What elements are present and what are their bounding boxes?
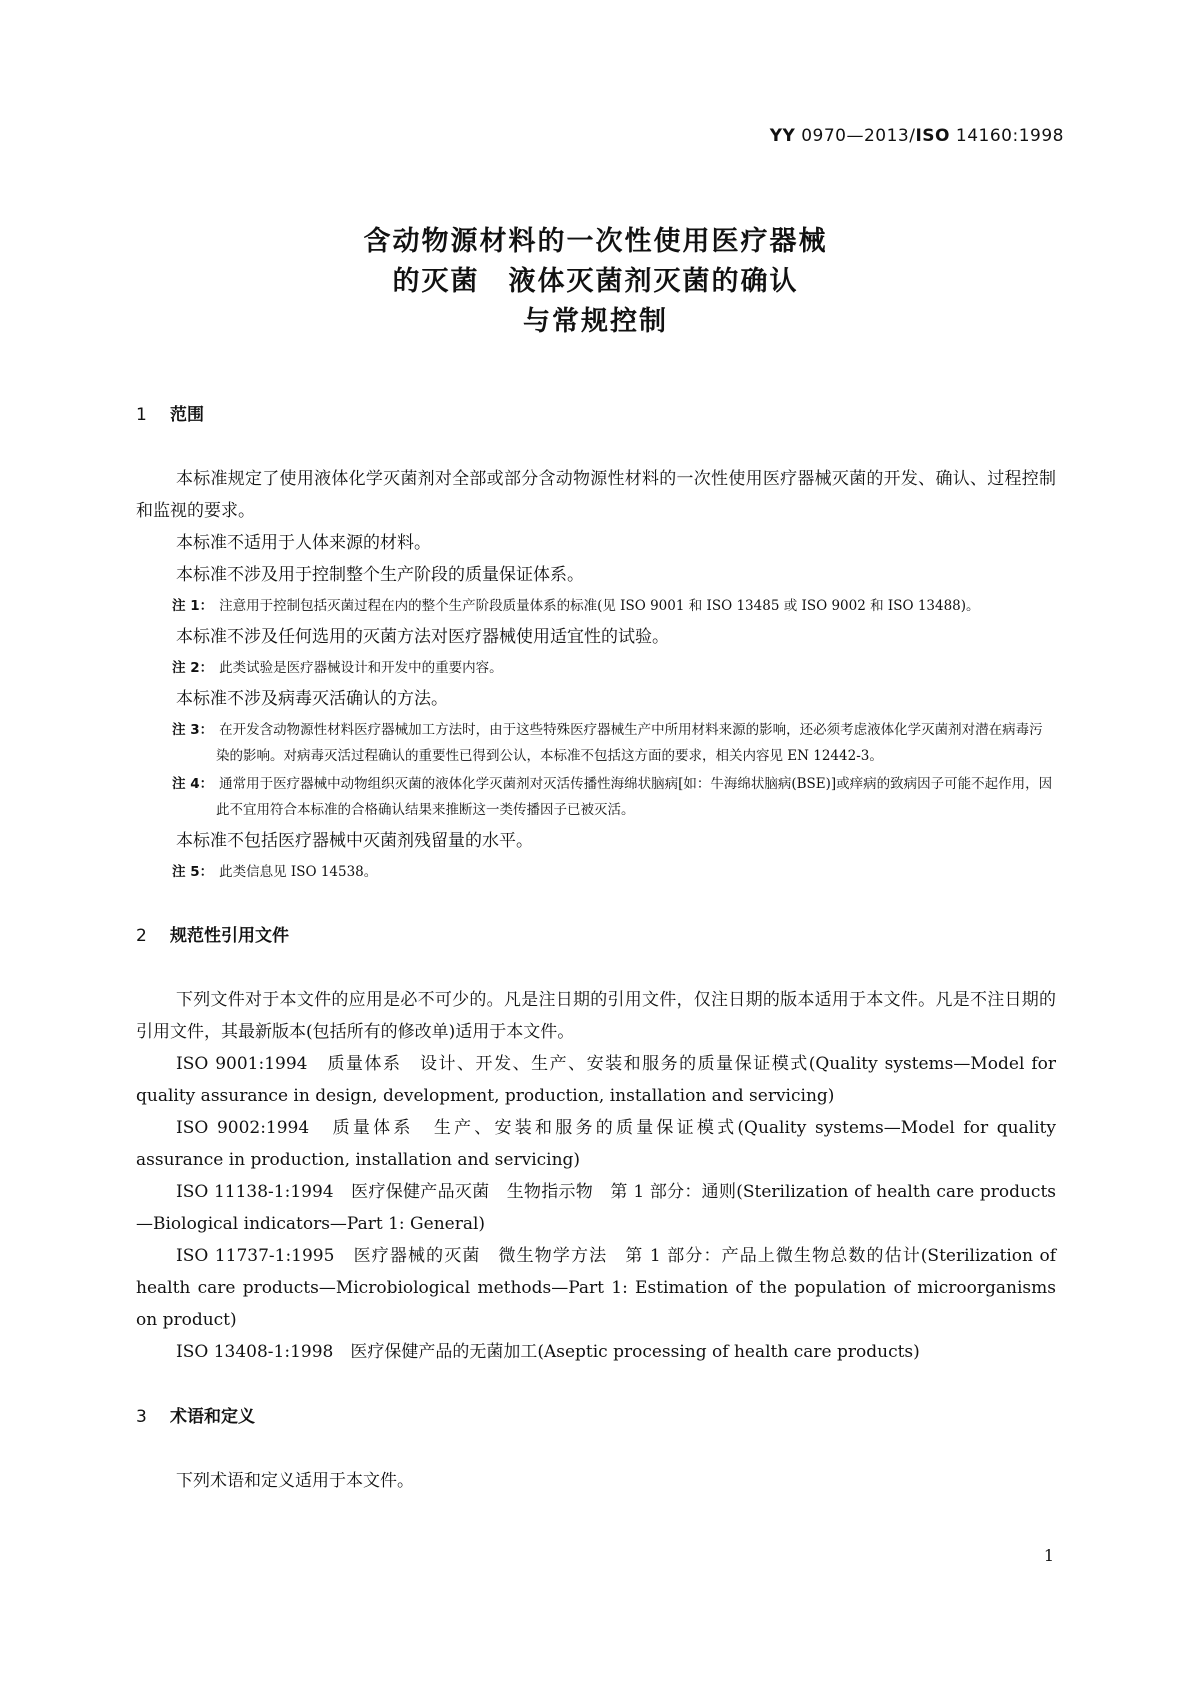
note-5 (136, 859, 1056, 885)
note-text: 在开发含动物源性材料医疗器械加工方法时，由于这些特殊医疗器械生产中所用材料来源的影响，还必须考虑液体化学灭菌剂对潜在病毒污染的影响。对病毒灭活过程确认的重要性已得到公认，本标准不包括这方面的要求，相关内容见 EN 12442-3。 (216, 722, 1043, 764)
code-iso-number: 14160:1998 (950, 126, 1064, 146)
document-title (0, 222, 1191, 342)
reference-item: ISO 9002:1994 质量体系 生产、安装和服务的质量保证模式(Quality systems—Model for quality assurance in production, installation and servicing) (136, 1118, 1056, 1170)
section-number: 3 (136, 1407, 147, 1427)
paragraph: 本标准不涉及用于控制整个生产阶段的质量保证体系。 (176, 565, 584, 585)
section-title: 范围 (170, 405, 204, 425)
section-number: 2 (136, 926, 147, 946)
note-text: 此类试验是医疗器械设计和开发中的重要内容。 (219, 660, 503, 676)
paragraph: 本标准不包括医疗器械中灭菌剂残留量的水平。 (176, 831, 533, 851)
code-yy: YY (769, 126, 796, 146)
paragraph: 本标准不涉及任何选用的灭菌方法对医疗器械使用适宜性的试验。 (176, 627, 669, 647)
note-4 (136, 771, 1056, 823)
title-line-1: 含动物源材料的一次性使用医疗器械 (363, 226, 828, 257)
paragraph: 本标准不涉及病毒灭活确认的方法。 (176, 689, 448, 709)
section-1-heading (136, 400, 1056, 425)
note-label: 注 4： (172, 776, 214, 792)
code-number: 0970—2013/ (795, 126, 916, 146)
section-number: 1 (136, 405, 147, 425)
note-label: 注 3： (172, 722, 214, 738)
reference-item: ISO 9001:1994 质量体系 设计、开发、生产、安装和服务的质量保证模式(Quality systems—Model for quality assurance in design, development, production, installation and servicing) (136, 1054, 1056, 1106)
standard-code (770, 126, 1064, 146)
paragraph: 本标准规定了使用液体化学灭菌剂对全部或部分含动物源性材料的一次性使用医疗器械灭菌的开发、确认、过程控制和监视的要求。 (136, 469, 1056, 521)
reference-item: ISO 11737-1:1995 医疗器械的灭菌 微生物学方法 第 1 部分：产品上微生物总数的估计(Sterilization of health care products—Microbiological methods—Part 1: Estimation of the population of microorganisms on product) (136, 1246, 1056, 1330)
section-title: 术语和定义 (170, 1407, 255, 1427)
note-label: 注 2： (172, 660, 214, 676)
note-2 (136, 655, 1056, 681)
page-number: 1 (1043, 1546, 1054, 1565)
note-text: 此类信息见 ISO 14538。 (219, 864, 378, 880)
note-text: 通常用于医疗器械中动物组织灭菌的液体化学灭菌剂对灭活传播性海绵状脑病[如：牛海绵状脑病(BSE)]或痒病的致病因子可能不起作用，因此不宜用符合本标准的合格确认结果来推断这一类传播因子已被灭活。 (216, 776, 1053, 818)
paragraph: 下列术语和定义适用于本文件。 (176, 1471, 414, 1491)
note-text: 注意用于控制包括灭菌过程在内的整个生产阶段质量体系的标准(见 ISO 9001 和 ISO 13485 或 ISO 9002 和 ISO 13488)。 (219, 598, 980, 614)
paragraph: 本标准不适用于人体来源的材料。 (176, 533, 431, 553)
document-body (136, 400, 1056, 1497)
title-line-2: 的灭菌 液体灭菌剂灭菌的确认 (392, 266, 799, 297)
reference-item: ISO 11138-1:1994 医疗保健产品灭菌 生物指示物 第 1 部分：通则(Sterilization of health care products—Biological indicators—Part 1: General) (136, 1182, 1056, 1234)
note-label: 注 1： (172, 598, 214, 614)
paragraph: 下列文件对于本文件的应用是必不可少的。凡是注日期的引用文件，仅注日期的版本适用于本文件。凡是不注日期的引用文件，其最新版本(包括所有的修改单)适用于本文件。 (136, 990, 1056, 1042)
section-3-heading (136, 1402, 1056, 1427)
section-2-heading (136, 921, 1056, 946)
note-1 (136, 593, 1056, 619)
note-3 (136, 717, 1056, 769)
note-label: 注 5： (172, 864, 214, 880)
code-iso: ISO (915, 126, 951, 146)
reference-item: ISO 13408-1:1998 医疗保健产品的无菌加工(Aseptic processing of health care products) (176, 1342, 920, 1362)
section-title: 规范性引用文件 (170, 926, 289, 946)
title-line-3: 与常规控制 (523, 306, 668, 337)
